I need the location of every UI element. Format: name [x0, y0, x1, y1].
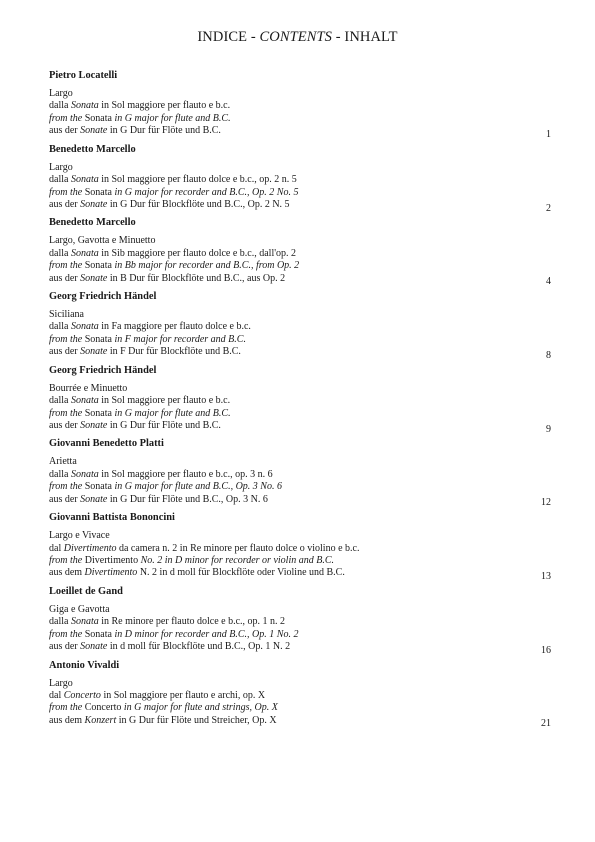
german-line [49, 199, 551, 211]
text-segment: in G major for flute and strings, Op. X [123, 702, 278, 714]
contents-list [49, 70, 551, 733]
german-line [49, 641, 551, 653]
text-segment: No. 2 in D minor for recorder or violin and B.C. [140, 554, 335, 566]
text-segment: from the [49, 702, 83, 714]
text-segment: Sonata [70, 321, 99, 333]
english-line [49, 481, 551, 493]
english-line [49, 260, 551, 272]
text-segment: Sonate [80, 493, 108, 505]
text-segment: Sonata [82, 481, 115, 493]
text-segment: in Sol maggiore per flauto e b.c. [98, 100, 231, 112]
text-segment: Konzert [84, 714, 117, 726]
text-segment: Sonata [70, 395, 99, 407]
text-segment: in B Dur für Blockflöte und B.C., aus Op. 2 [107, 272, 286, 284]
composer-name: Giovanni Benedetto Platti [49, 438, 164, 450]
movement-title: Siciliana [49, 309, 84, 321]
text-segment: aus dem [49, 714, 85, 726]
title-italic: CONTENTS [259, 29, 333, 45]
title-rest: - INHALT [332, 29, 398, 45]
text-segment: Sonate [80, 198, 108, 210]
text-segment: in F major for recorder and B.C. [114, 333, 246, 345]
text-segment: in F Dur für Blockflöte und B.C. [107, 346, 241, 358]
text-segment: aus der [49, 493, 81, 505]
movement-title: Largo [49, 161, 73, 173]
page-number: 4 [546, 276, 551, 288]
italian-line [49, 248, 551, 260]
text-segment: Sonata [82, 112, 115, 124]
german-line [49, 715, 551, 727]
movement-title: Largo, Gavotta e Minuetto [49, 235, 156, 247]
text-segment: aus der [49, 198, 81, 210]
text-segment: Sonate [80, 419, 108, 431]
text-segment: from the [49, 186, 83, 198]
text-segment: from the [49, 333, 83, 345]
composer-name: Pietro Locatelli [49, 70, 118, 81]
text-segment: in G major for flute and B.C., Op. 3 No. 6 [114, 481, 282, 493]
german-line [49, 273, 551, 285]
italian-line [49, 616, 551, 628]
composer-name: Antonio Vivaldi [49, 659, 120, 671]
text-segment: from the [49, 112, 83, 124]
italian-line [49, 321, 551, 333]
text-segment: in G major for recorder and B.C., Op. 2 No. 5 [114, 186, 299, 198]
work-description [49, 162, 551, 212]
text-segment: in D minor for recorder and B.C., Op. 1 No. 2 [114, 628, 299, 640]
german-line [49, 494, 551, 506]
english-line [49, 113, 551, 125]
page-title [0, 28, 595, 46]
movement-title: Bourrée e Minuetto [49, 382, 128, 394]
text-segment: in G Dur für Flöte und Streicher, Op. X [116, 714, 277, 726]
work-description [49, 309, 551, 359]
text-segment: in G Dur für Blockflöte und B.C., Op. 2 N. 5 [107, 198, 290, 210]
movement-title: Giga e Gavotta [49, 603, 110, 615]
composer-name: Georg Friedrich Händel [49, 364, 157, 376]
composer-name: Benedetto Marcello [49, 143, 136, 155]
german-line [49, 567, 551, 579]
text-segment: aus der [49, 272, 81, 284]
text-segment: Concerto [63, 689, 101, 701]
text-segment: dalla [49, 468, 71, 480]
contents-entry [49, 365, 551, 439]
text-segment: dalla [49, 616, 71, 628]
text-segment: Sonata [82, 333, 115, 345]
text-segment: dalla [49, 395, 71, 407]
contents-entry [49, 144, 551, 218]
text-segment: Sonata [82, 628, 115, 640]
english-line [49, 334, 551, 346]
text-segment: Sonata [70, 174, 99, 186]
text-segment: Divertimento [63, 542, 117, 554]
text-segment: Sonate [80, 346, 108, 358]
text-segment: from the [49, 260, 83, 272]
text-segment: Sonate [80, 125, 108, 137]
movement-title: Largo [49, 88, 73, 99]
text-segment: dalla [49, 321, 71, 333]
german-line [49, 346, 551, 358]
work-description [49, 88, 551, 138]
text-segment: Sonata [70, 468, 99, 480]
text-segment: in Sib maggiore per flauto dolce e b.c., dall'op. 2 [98, 247, 297, 259]
text-segment: dal [49, 542, 64, 554]
page-number: 1 [546, 128, 551, 140]
page-number: 2 [546, 202, 551, 214]
text-segment: Sonata [82, 186, 115, 198]
text-segment: in Fa maggiore per flauto dolce e b.c. [98, 321, 251, 333]
german-line [49, 125, 551, 137]
movement-title: Largo [49, 677, 73, 689]
text-segment: in Sol maggiore per flauto e archi, op. X [100, 689, 266, 701]
text-segment: in Bb major for recorder and B.C., from Op. 2 [114, 260, 300, 272]
contents-entry [49, 438, 551, 512]
text-segment: from the [49, 481, 83, 493]
work-description [49, 530, 551, 580]
composer-name: Benedetto Marcello [49, 217, 136, 229]
text-segment: in G Dur für Flöte und B.C., Op. 3 N. 6 [107, 493, 268, 505]
contents-entry [49, 70, 551, 144]
composer-name: Giovanni Battista Bononcini [49, 512, 175, 524]
page-number: 8 [546, 350, 551, 362]
page-number: 16 [541, 644, 551, 656]
italian-line [49, 100, 551, 112]
text-segment: Sonata [82, 407, 115, 419]
italian-line [49, 174, 551, 186]
italian-line [49, 543, 551, 555]
page-number: 9 [546, 423, 551, 435]
contents-entry [49, 291, 551, 365]
text-segment: Sonata [70, 616, 99, 628]
italian-line [49, 690, 551, 702]
text-segment: from the [49, 407, 83, 419]
contents-entry [49, 586, 551, 660]
text-segment: dalla [49, 174, 71, 186]
work-description [49, 383, 551, 433]
work-description [49, 456, 551, 506]
italian-line [49, 395, 551, 407]
work-description [49, 678, 551, 728]
text-segment: aus der [49, 641, 81, 653]
work-description [49, 235, 551, 285]
text-segment: dalla [49, 100, 71, 112]
text-segment: aus der [49, 419, 81, 431]
english-line [49, 702, 551, 714]
page-number: 13 [541, 571, 551, 583]
page-number: 21 [541, 718, 551, 730]
text-segment: dalla [49, 247, 71, 259]
german-line [49, 420, 551, 432]
text-segment: in G Dur für Flöte und B.C. [107, 125, 221, 137]
composer-name: Georg Friedrich Händel [49, 291, 157, 303]
english-line [49, 555, 551, 567]
movement-title: Largo e Vivace [49, 530, 110, 542]
text-segment: Divertimento [82, 554, 141, 566]
english-line [49, 187, 551, 199]
text-segment: in Sol maggiore per flauto e b.c. [98, 395, 231, 407]
text-segment: aus der [49, 125, 81, 137]
text-segment: in d moll für Blockflöte und B.C., Op. 1 N. 2 [107, 641, 291, 653]
movement-title: Arietta [49, 456, 77, 468]
english-line [49, 408, 551, 420]
english-line [49, 629, 551, 641]
text-segment: Sonate [80, 641, 108, 653]
text-segment: in G major for flute and B.C. [114, 407, 231, 419]
text-segment: Sonata [70, 247, 99, 259]
text-segment: from the [49, 554, 83, 566]
contents-entry [49, 660, 551, 734]
text-segment: from the [49, 628, 83, 640]
text-segment: dal [49, 689, 64, 701]
title-main: INDICE - [197, 29, 260, 45]
composer-name: Loeillet de Gand [49, 585, 123, 597]
text-segment: in Sol maggiore per flauto e b.c., op. 3 n. 6 [98, 468, 273, 480]
contents-entry [49, 217, 551, 291]
text-segment: in Sol maggiore per flauto dolce e b.c., op. 2 n. 5 [98, 174, 297, 186]
italian-line [49, 469, 551, 481]
text-segment: N. 2 in d moll für Blockflöte oder Violine und B.C. [137, 567, 345, 579]
text-segment: in Re minore per flauto dolce e b.c., op. 1 n. 2 [98, 616, 286, 628]
text-segment: Sonate [80, 272, 108, 284]
page-number: 12 [541, 497, 551, 509]
text-segment: Concerto [82, 702, 124, 714]
text-segment: aus der [49, 346, 81, 358]
contents-entry [49, 512, 551, 586]
text-segment: Sonata [82, 260, 115, 272]
text-segment: Sonata [70, 100, 99, 112]
text-segment: da camera n. 2 in Re minore per flauto dolce o violino e b.c. [116, 542, 360, 554]
text-segment: aus dem [49, 567, 85, 579]
text-segment: in G Dur für Flöte und B.C. [107, 419, 221, 431]
work-description [49, 604, 551, 654]
text-segment: in G major for flute and B.C. [114, 112, 231, 124]
text-segment: Divertimento [84, 567, 138, 579]
